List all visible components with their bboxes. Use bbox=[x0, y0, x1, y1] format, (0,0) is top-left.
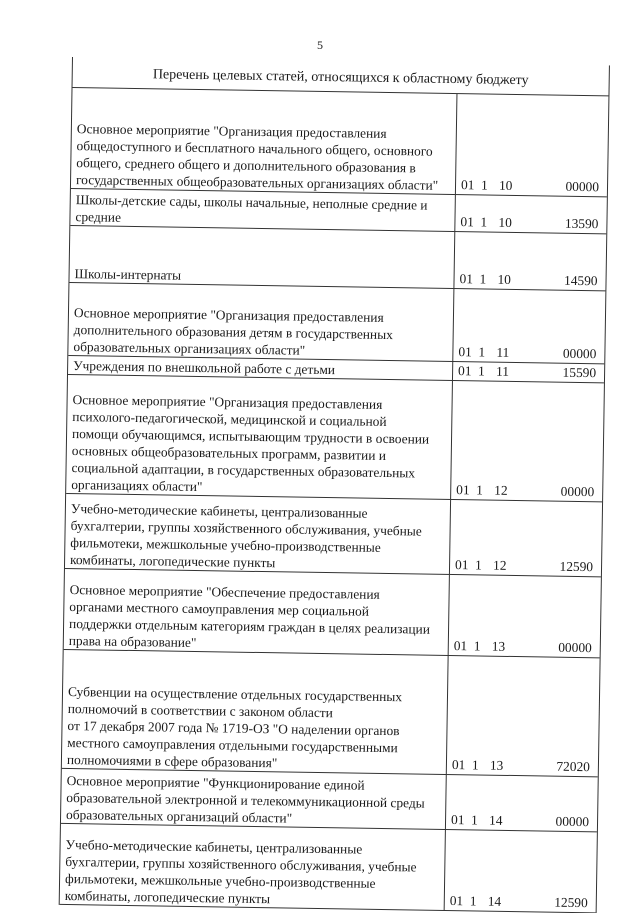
table-row bbox=[61, 769, 598, 832]
table-row bbox=[71, 108, 608, 197]
item-name-line: основных общеобразовательных программ, развитии и bbox=[71, 443, 387, 463]
code-direction: 13590 bbox=[564, 215, 599, 232]
code-direction: 00000 bbox=[560, 483, 595, 500]
table-row bbox=[66, 375, 604, 502]
table-body bbox=[60, 88, 609, 913]
item-name-line: от 17 декабря 2007 года № 1719-ОЗ "О наделении органов bbox=[67, 718, 400, 739]
item-code bbox=[449, 893, 588, 911]
target-items-table bbox=[59, 57, 610, 913]
code-program: 01 bbox=[458, 344, 472, 360]
code-subprogram: 1 bbox=[470, 812, 478, 828]
code-direction: 14590 bbox=[563, 272, 598, 289]
item-name bbox=[62, 672, 448, 774]
item-name-line: образовательных организациях области" bbox=[73, 339, 306, 358]
item-name-line: образовательных организаций области" bbox=[65, 807, 293, 826]
page-number: 5 bbox=[317, 38, 323, 52]
code-subprogram: 1 bbox=[476, 482, 484, 498]
code-program: 01 bbox=[451, 757, 466, 773]
code-program: 01 bbox=[454, 557, 469, 573]
item-name-line: Учреждения по внешкольной работе с детьми bbox=[73, 358, 336, 378]
item-name-line: Основное мероприятие "Организация предоставления bbox=[76, 121, 387, 141]
code-subprogram: 1 bbox=[478, 344, 486, 360]
table-row bbox=[64, 569, 601, 658]
item-name bbox=[66, 375, 453, 499]
code-program: 01 bbox=[456, 482, 470, 498]
code-subprogram: 1 bbox=[480, 177, 488, 193]
code-program: 01 bbox=[459, 271, 474, 287]
item-name-line: фильмотеки, межшкольные учебно-производственные bbox=[70, 535, 381, 555]
item-name-line: психолого-педагогической, медицинской и социальной bbox=[72, 409, 387, 429]
code-activity: 12 bbox=[494, 482, 508, 498]
item-name-line: Основное мероприятие "Функционирование единой bbox=[66, 773, 365, 793]
item-name-line: Учебно-методические кабинеты, централизованные bbox=[70, 501, 368, 521]
code-program: 01 bbox=[453, 638, 468, 654]
item-name-line: бухгалтерии, группы хозяйственного обслуживания, учебные bbox=[70, 518, 422, 539]
item-name-line: социальной адаптации, в государственных образовательных bbox=[71, 460, 416, 481]
item-name bbox=[70, 189, 456, 231]
code-direction: 00000 bbox=[562, 345, 597, 362]
code-subprogram: 1 bbox=[480, 214, 488, 230]
item-name-line: Основное мероприятие "Обеспечение предоставления bbox=[69, 582, 380, 602]
item-name bbox=[61, 769, 447, 829]
item-name-line: Основное мероприятие "Организация предоставления bbox=[72, 392, 383, 412]
item-name-line: поддержки отдельным категориям граждан в целях реализации bbox=[68, 616, 431, 637]
item-name-line: права на образование" bbox=[68, 633, 197, 651]
item-name-line: Учебно-методические кабинеты, централизованные bbox=[65, 836, 363, 857]
item-name-line: общего, среднего общего и дополнительного образования в bbox=[76, 155, 416, 176]
code-activity: 13 bbox=[491, 638, 506, 654]
code-subprogram: 1 bbox=[479, 271, 487, 287]
item-name-line: образовательной электронной и телекоммуникационной среды bbox=[66, 790, 425, 811]
code-activity: 11 bbox=[496, 344, 510, 360]
table-row bbox=[60, 824, 597, 913]
item-name-line: фильмотеки, межшкольные учебно-производственные bbox=[64, 870, 376, 891]
item-name-line: Основное мероприятие "Организация предоставления bbox=[73, 305, 384, 325]
item-name bbox=[71, 108, 457, 194]
item-name-line: Субвенции на осуществление отдельных государственных bbox=[67, 684, 403, 705]
item-name-line: комбинаты, логопедические пункты bbox=[69, 552, 276, 571]
code-subprogram: 1 bbox=[473, 638, 481, 654]
code-subprogram: 1 bbox=[474, 557, 482, 573]
code-subprogram: 1 bbox=[469, 893, 477, 909]
item-name-line: местного самоуправления отдельными государственными bbox=[67, 735, 398, 756]
item-name-line: бухгалтерии, группы хозяйственного обслуживания, учебные bbox=[65, 853, 417, 875]
code-activity: 12 bbox=[492, 557, 507, 573]
code-direction: 00000 bbox=[565, 178, 600, 195]
code-activity: 10 bbox=[497, 271, 512, 287]
code-activity: 13 bbox=[489, 757, 504, 773]
code-direction: 15590 bbox=[562, 364, 597, 381]
item-name-line: общедоступного и бесплатного начального общего, основного bbox=[76, 138, 433, 159]
item-name-line: Школы-интернаты bbox=[74, 266, 182, 283]
code-direction: 00000 bbox=[558, 639, 592, 656]
code-activity: 14 bbox=[488, 812, 503, 828]
code-subprogram: 1 bbox=[471, 757, 479, 773]
code-activity: 10 bbox=[498, 177, 513, 193]
code-activity: 11 bbox=[495, 363, 510, 379]
item-name-line: средние bbox=[75, 209, 122, 225]
code-direction: 00000 bbox=[555, 813, 590, 830]
code-program: 01 bbox=[449, 893, 464, 909]
table-title: Перечень целевых статей, относящихся к областному бюджету bbox=[73, 57, 609, 96]
item-name bbox=[65, 494, 451, 574]
code-direction: 12590 bbox=[559, 558, 594, 575]
code-program: 01 bbox=[450, 812, 465, 828]
code-program: 01 bbox=[460, 177, 475, 193]
item-name-line: государственных общеобразовательных организациях области" bbox=[75, 172, 439, 193]
item-name-line: дополнительного образования детям в государственных bbox=[73, 322, 393, 343]
item-name bbox=[64, 569, 450, 655]
table-row bbox=[62, 672, 599, 777]
item-name-line: Школы-детские сады, школы начальные, неполные средние и bbox=[75, 192, 428, 213]
item-name-line: органами местного самоуправления мер социальной bbox=[69, 599, 370, 619]
code-activity: 14 bbox=[487, 893, 502, 909]
item-name-line: помощи обучающимся, испытывающим трудности в освоении bbox=[71, 426, 430, 447]
item-name-line: комбинаты, логопедические пункты bbox=[64, 887, 271, 907]
code-activity: 10 bbox=[498, 214, 512, 230]
item-name bbox=[68, 295, 454, 361]
code-program: 01 bbox=[460, 214, 474, 230]
code-direction: 72020 bbox=[556, 758, 591, 775]
item-name bbox=[60, 824, 446, 910]
item-name-line: организациях области" bbox=[71, 477, 203, 495]
table-row bbox=[65, 494, 602, 577]
item-name-line: полномочиями в сфере образования" bbox=[66, 752, 278, 771]
table-row bbox=[68, 295, 605, 364]
item-name bbox=[69, 244, 455, 288]
code-program: 01 bbox=[458, 363, 472, 379]
document-page bbox=[59, 57, 610, 913]
code-direction: 12590 bbox=[554, 894, 588, 911]
item-name-line: полномочий в соответствии с законом области bbox=[67, 701, 333, 721]
code-subprogram: 1 bbox=[478, 363, 485, 379]
